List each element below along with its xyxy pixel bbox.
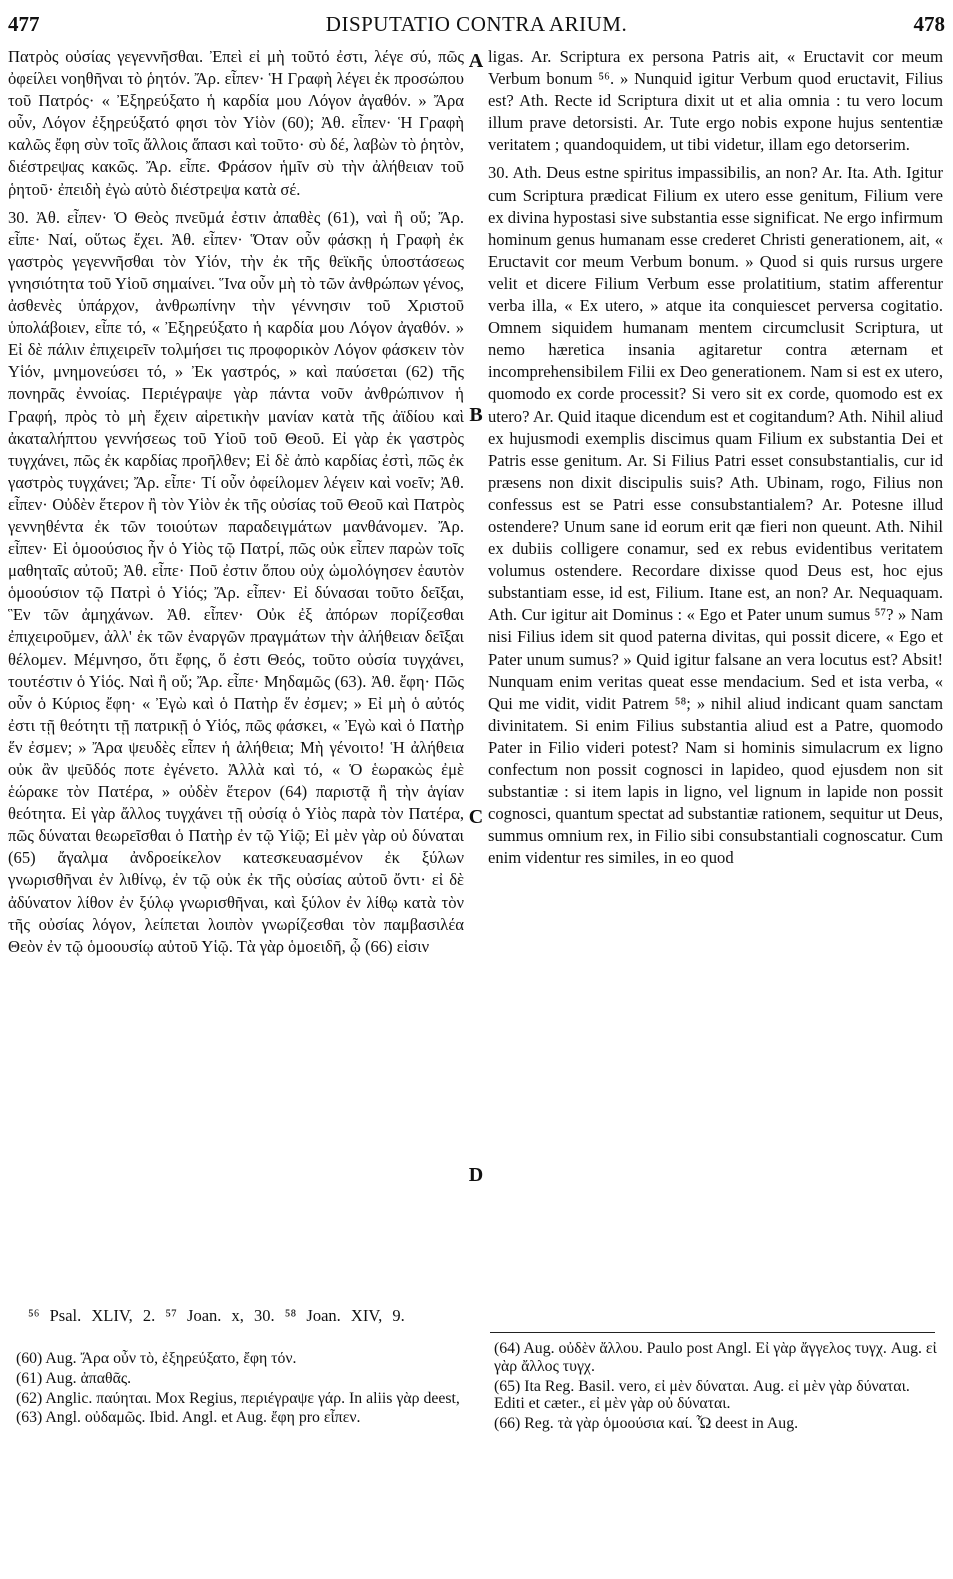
page-number-right: 478 [913,12,945,36]
latin-paragraph: 30. Ath. Deus estne spiritus impassibilis, an non? Ar. Ita. Ath. Igitur cum Scriptura prædicat Filium ex utero esse genitum, Filium vere ex divina hypostasi sive substantia esse significat. Ne ergo infirmum hominum genus humanam esse crederet Christi generationem, ait, « Eructavit cor meum Verbum bonum. » Quod si quis rursus urgere velit et dicere Filium Verbum esse prolatitium, statim afferentur verba illa, « Ex utero, » atque ita conquiescet perversa cogitatio. Omnem siquidem humanam mentem circumclusit Scriptura, ut nemo hæretica insania agitaretur contra æternam et incomprehensibilem Filii ex Deo generationem. Nam si est ex utero, quomodo ex corde processit? Si vero sit ex corde, quomodo est ex utero? Ar. Quid itaque dicendum est et cogitandum? Ath. Nihil aliud ex hujusmodi exemplis discimus quam Filium ex substantia Dei et Patris esse genitum. Ar. Si Filius Patri esset consubstantialis, cur id præsens non dixit discipulis suis? Ath. Ubinam, rogo, Filius non confessus est se Patri esse consubstantialem? Ar. Potesne illud ostendere? Unum sane id eorum erit qæ fieri non queunt. Ath. Nihil ex dubiis colligere conamur, sed ex rebus evidentibus veritatem volumus ostendere. Recordare dixisse quod Deus est, hoc ejus substantiam esse, id est, Filium. Itane est, an non? Ar. Nequaquam. Ath. Cur igitur ait Dominus : « Ego et Pater unum sumus ⁵⁷? » Nam nisi Filius idem sit quod paterna divitas, qui possit dicere, « Ego et Pater unum sumus? » Quid igitur falsane an vera locutus est? Absit! Nunquam enim veritas queat esse mendacium. Sed et ista verba, « Qui me vidit, vidit Patrem ⁵⁸; » nihil aliud indicant quam sanctam divinitatem. Si enim Filius substantia aliud est a Patre, quomodo Pater in Filio videri potest? Nam si hominis simulacrum ex ligno confectum non possit cognosci in lapideo, quod ejusdem non sit substantiæ : si item lapis in ligno, vel lignum in lapide non possit cognosci, quantum spectat ad substantiæ rationem, sequitur ut Deus, summus omnium rex, in Filio sibi consubstantiali cognoscatur. Cum enim videntur res similes, in eo quod [488,163,944,868]
footnote: (61) Aug. ἀπαθᾶς. [16,1369,132,1387]
margin-letter-a: A [468,50,484,72]
footnotes-right [494,1340,942,1435]
running-title: DISPUTATIO CONTRA ARIUM. [325,12,628,36]
margin-letter-c: C [468,806,484,828]
margin-letter-d: D [468,1164,484,1186]
footnote: (63) Angl. οὐδαμῶς. Ibid. Angl. et Aug. ἔφη pro εἶπεν. [16,1409,361,1427]
latin-column [488,46,943,869]
scripture-references: ⁵⁶ Psal. XLIV, 2. ⁵⁷ Joan. x, 30. ⁵⁸ Joan. XIV, 9. [28,1306,405,1325]
greek-paragraph: Πατρὸς οὐσίας γεγεννῆσθαι. Ἐπεὶ εἰ μὴ τοῦτό ἐστι, λέγε σύ, πῶς ὀφείλει νοηθῆναι τὸ ῥητόν. Ἄρ. εἶπεν· Ἡ Γραφὴ λέγει ἐκ προσώπου τοῦ Πατρός· « Ἐξηρεύξατο ἡ καρδία μου Λόγον ἀγαθόν. » Ἄρα οὖν, Λόγον ἐξηρεύξατό φησι τὸν Υἱὸν (60); Ἀθ. εἶπεν· Ἡ Γραφὴ καλῶς ἔφη σὺν τοῖς ἄλλοις ἅπασι καὶ τοῦτο· σὺ δέ, λαβὼν τὸ ῥητὸν, διέστρεψας κακῶς. Ἄρ. εἶπε. Φράσον ἡμῖν σὺ τὴν ἀλήθειαν τοῦ ῥητοῦ· ἐπειδὴ ἐγὼ αὐτὸ διέστρεψα κατὰ σέ. [8,47,464,199]
greek-paragraph: 30. Ἀθ. εἶπεν· Ὁ Θεὸς πνεῦμά ἐστιν ἀπαθὲς (61), ναὶ ἢ οὔ; Ἄρ. εἶπε· Ναί, οὕτως ἔχει. Ἀθ. εἶπεν· Ὅταν οὖν φάσκῃ ἡ Γραφὴ ἐκ γαστρὸς γεγεννῆσθαι τὸν Υἱόν, τὴν ἐκ τῆς θεϊκῆς ὑποστάσεως γνησιότητα τοῦ Υἱοῦ σημαίνει. Ἵνα οὖν μὴ τὸ τῶν ἀνθρώπων γένος, ἀσθενὲς ὑπάρχον, ἀνθρωπίνην τὴν γέννησιν τοῦ Χριστοῦ ὑπολάβοιεν, εἶπε τό, « Ἐξηρεύξατο ἡ καρδία μου Λόγον ἀγαθόν. » Εἰ δὲ πάλιν ἐπιχειρεῖν τολμήσει τις προφορικὸν Λόγον φάσκειν τὸν Υἱόν, μνημονεύσει τό, » Ἐκ γαστρός, » καὶ παύσεται (62) τῆς πονηρᾶς ἐννοίας. Περιέγραψε γὰρ πάντα νοῦν ἀνθρώπινον ἡ Γραφή, πρὸς τὸ μὴ ἔχειν αἱρετικὴν μανίαν κατὰ τῆς ἀϊδίου καὶ ἀκαταλήπτου γεννήσεως τοῦ Υἱοῦ τοῦ Θεοῦ. Εἰ γὰρ ἐκ γαστρὸς τυγχάνει, πῶς ἐκ καρδίας προῆλθεν; Εἰ δὲ ἀπὸ καρδίας ἐστὶ, πῶς ἐκ γαστρὸς τυγχάνει; Ἄρ. εἶπε· Τί οὖν ὀφείλομεν λέγειν καὶ νοεῖν; Ἀθ. εἶπεν· Οὐδὲν ἕτερον ἢ τὸν Υἱὸν ἐκ τῆς οὐσίας τοῦ Θεοῦ καὶ Πατρὸς γεννηθέντα ἐκ τῶν τοιούτων παραδειγμάτων μανθάνομεν. Ἄρ. εἶπεν· Εἰ ὁμοούσιος ἦν ὁ Υἱὸς τῷ Πατρί, πῶς οὐκ εἶπεν παρὼν τοῖς μαθηταῖς αὐτοῦ; Ἀθ. εἶπε· Ποῦ ἐστιν ὅπου οὐχ ὡμολόγησεν ἑαυτὸν ὁμοούσιον τῷ Πατρὶ ὁ Υἱός; Ἄρ. εἶπεν· Εἰ δύνασαι τοῦτο δεῖξαι, Ἓν τῶν ἀμηχάνων. Ἀθ. εἶπεν· Οὐκ ἐξ ἀπόρων πορίζεσθαι ἐπιχειροῦμεν, ἀλλ' ἐκ τῶν ἐναργῶν πραγμάτων τὴν ἀλήθειαν δεῖξαι θέλομεν. Μέμνησο, ὅτι ἔφης, ὅ ἐστι Θεός, τοῦτο οὐσία τυγχάνει, τουτέστιν ὁ Υἱός. Ναὶ ἢ οὔ; Ἄρ. εἶπε· Μηδαμῶς (63). Ἀθ. ἔφη· Πῶς οὖν ὁ Κύριος ἔφη· « Ἐγὼ καὶ ὁ Πατὴρ ἕν ἐσμεν; » Εἰ μὴ ὁ αὐτός ἐστι τῇ θεότητι τῇ πατρικῇ ὁ Υἱός, πῶς φάσκει, « Ἐγὼ καὶ ὁ Πατὴρ ἕν ἐσμεν; » Ἄρα ψευδὲς εἶπεν ἡ ἀλήθεια; Μὴ γένοιτο! Ἡ ἀλήθεια οὐκ ἂν ψεῦδός ποτε ἐγένετο. Ἀλλὰ καὶ τό, « Ὁ ἑωρακὼς ἐμὲ ἑώρακε τὸν Πατέρα, » οὐδὲν ἕτερον (64) παριστᾷ ἢ τὴν ἁγίαν θεότητα. Εἰ γὰρ ἄλλος τυγχάνει τῇ οὐσίᾳ ὁ Υἱὸς παρὰ τὸν Πατέρα, πῶς δύναται θεωρεῖσθαι ὁ Πατὴρ ἐν τῷ Υἱῷ; Εἰ μὲν γὰρ οὐ δύναται (65) ἄγαλμα ἀνδροείκελον κατεσκευασμένον ἐκ ξύλων γνωρισθῆναι ἐν λιθίνῳ, ἐν τῷ οὐκ ἐκ τῆς οὐσίας αὐτοῦ ὄντι· εἰ δὲ ἀδύνατον λίθον ἐν ξύλῳ γνωρισθῆναι, καὶ ξύλον ἐν λίθῳ κατὰ τὸν τῆς οὐσίας λόγον, λείπεται λοιπὸν γνωρίζεσθαι τὸν παμβασιλέα Θεὸν ἐν τῷ ὁμοουσίῳ αὐτοῦ Υἱῷ. Τὰ γὰρ ὁμοειδῆ, ᾧ (66) εἰσιν [8,207,464,956]
footnote: (64) Aug. οὐδὲν ἄλλου. Paulo post Angl. Εἰ γὰρ ἄγγελος τυγχ. Aug. εἰ γὰρ ἄλλος τυγχ. [494,1340,937,1375]
footnotes-left [16,1350,464,1429]
margin-letter-b: B [469,404,483,426]
footnote: (65) Ita Reg. Basil. vero, εἰ μὲν δύναται. Aug. εἰ μὲν γὰρ δύναται. Editi et cæter., εἰ μὲν γὰρ οὐ δύναται. [494,1377,910,1413]
page-number-left: 477 [8,12,40,36]
footnote: (60) Aug. Ἄρα οὖν τὸ, ἐξηρεύξατο, ἔφη τόν. [16,1350,297,1367]
page-header [8,6,945,40]
greek-column [8,46,464,958]
footnote: (66) Reg. τὰ γὰρ ὁμοούσια καί. Ὧ deest in Aug. [494,1415,799,1433]
latin-paragraph: ligas. Ar. Scriptura ex persona Patris ait, « Eructavit cor meum Verbum bonum ⁵⁶. » Nunquid igitur Verbum quod eructavit, Filius est? Ath. Recte id Scriptura dixit ut et alia omnia : tu vero locum illum prave detorsisti. Ar. Tute ergo nobis expone hujus sententiæ veritatem ; quandoquidem, ut tibi videtur, illam ego detorserim. [488,47,943,155]
footnote: (62) Anglic. παύηται. Mox Regius, περιέγραψε γάρ. In aliis γὰρ deest, [16,1389,460,1407]
footnote-divider [490,1332,935,1333]
